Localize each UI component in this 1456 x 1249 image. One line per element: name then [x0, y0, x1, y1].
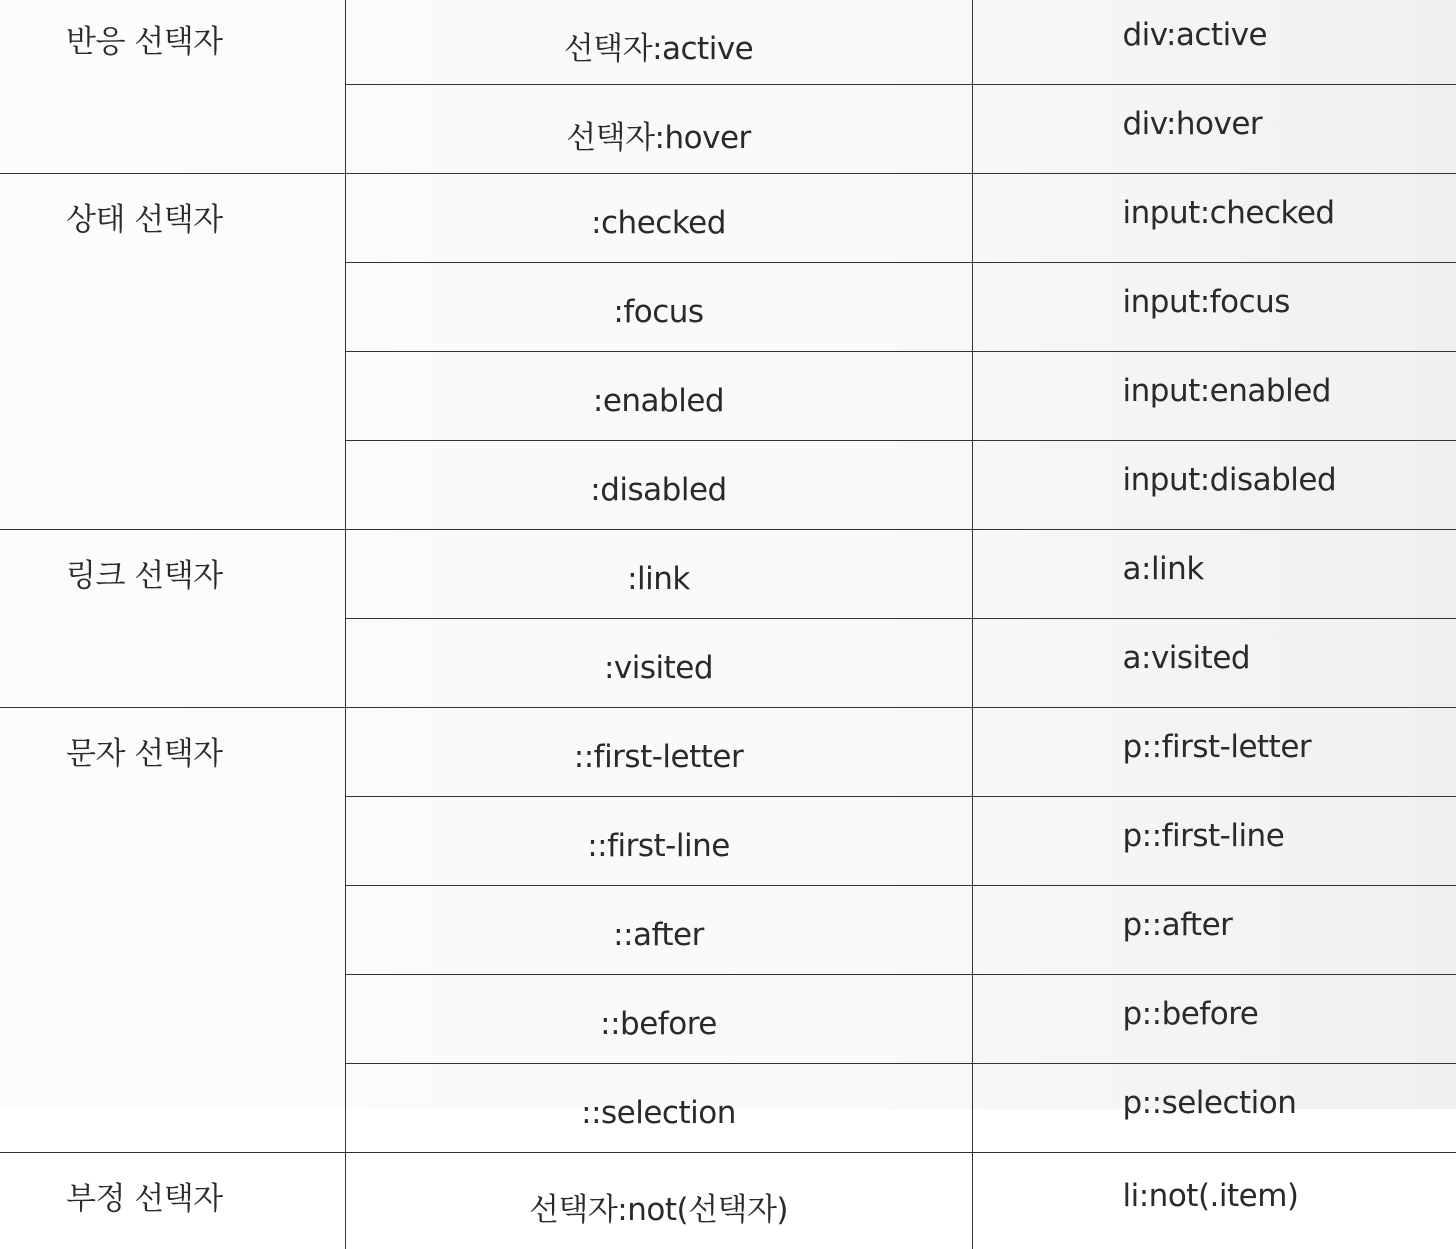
example-cell [972, 263, 1456, 352]
example-cell [972, 1064, 1456, 1153]
example-cell [972, 0, 1456, 85]
table-row [0, 708, 1456, 797]
example-text: input:checked [1123, 195, 1335, 231]
example-text: p::first-letter [1123, 729, 1312, 765]
example-cell [972, 1153, 1456, 1249]
table-row [0, 174, 1456, 263]
example-cell [972, 174, 1456, 263]
selector-cell: ::first-letter [345, 708, 972, 797]
selector-cell: :link [345, 530, 972, 619]
example-text: a:link [1123, 551, 1204, 587]
selector-cell: ::before [345, 975, 972, 1064]
example-cell [972, 975, 1456, 1064]
table-row [0, 0, 1456, 85]
selector-cell: ::after [345, 886, 972, 975]
selector-cell: :disabled [345, 441, 972, 530]
example-text: p::selection [1123, 1085, 1297, 1121]
group-label: 반응 선택자 [0, 0, 345, 174]
selector-cell: 선택자:not(선택자) [345, 1153, 972, 1249]
example-text: li:not(.item) [1123, 1178, 1299, 1214]
example-cell [972, 85, 1456, 174]
table-row [0, 1153, 1456, 1249]
selector-cell: ::first-line [345, 797, 972, 886]
selector-cell: :enabled [345, 352, 972, 441]
group-label: 부정 선택자 [0, 1153, 345, 1249]
example-text: input:enabled [1123, 373, 1331, 409]
group-label: 상태 선택자 [0, 174, 345, 530]
group-label: 링크 선택자 [0, 530, 345, 708]
example-text: div:hover [1123, 106, 1263, 142]
example-text: div:active [1123, 17, 1268, 53]
example-text: input:focus [1123, 284, 1290, 320]
selector-cell: 선택자:active [345, 0, 972, 85]
example-cell [972, 352, 1456, 441]
example-cell [972, 886, 1456, 975]
selector-cell: :focus [345, 263, 972, 352]
table-row [0, 530, 1456, 619]
example-cell [972, 530, 1456, 619]
selector-cell: :checked [345, 174, 972, 263]
example-text: input:disabled [1123, 462, 1337, 498]
example-text: p::after [1123, 907, 1233, 943]
example-cell [972, 619, 1456, 708]
example-text: a:visited [1123, 640, 1251, 676]
selector-cell: :visited [345, 619, 972, 708]
selector-cell: ::selection [345, 1064, 972, 1153]
example-cell [972, 797, 1456, 886]
group-label: 문자 선택자 [0, 708, 345, 1153]
selector-cell: 선택자:hover [345, 85, 972, 174]
example-text: p::before [1123, 996, 1259, 1032]
example-text: p::first-line [1123, 818, 1285, 854]
example-cell [972, 441, 1456, 530]
example-cell [972, 708, 1456, 797]
